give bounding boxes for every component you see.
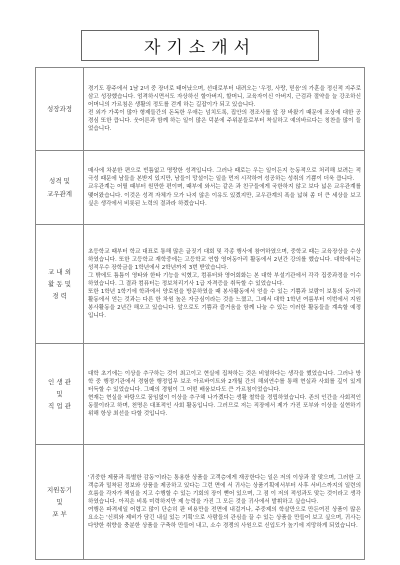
- section-label: [36, 68, 84, 151]
- section-label: [36, 151, 84, 225]
- section-label-line: 활 동 및: [48, 279, 71, 288]
- self-introduction-table: [35, 67, 365, 560]
- section-label-line: 직 업 관: [48, 402, 71, 411]
- section-text: 초등학교 때부터 학교 대표로 통해 많은 글짓기 대회 및 각종 행사에 참여하였으며, 중학교 때는 교육장상을 수상하였습니다. 또한 고등학교 재학중에는 고등학교 연합 영어동아리 활동에서 2년간 강의를 했습니다. 대학에서는 성적우수 장학금을 1학년에서 2학년까지 3번 받았습니다. 그 밖에도 틈틈이 영타와 한타 기능을 익혔고, 컴퓨터와 영어회화는 본 대학 부설기관에서 각각 집중과정을 이수하였습니다. 그 결과 컴퓨터는 정보처리기사 1급 자격증을 취득할 수 있었습니다. 또한 1학년 1학기에 학과에서 양로원을 방문하였을 때 봉사활동에서 얻을 수 있는 기쁨과 보람이 보통의 동아리활동에서 얻는 것과는 다른 한 차원 높은 자긍심이라는 것을 느꼈고, 그래서 대학 1학년 여름부터 이번에서 지원 봉사활동을 2년간 해오고 있습니다. 앞으로도 기쁨과 즐거움을 함께 나눌 수 있는 이러한 활동들을 계속할 예정입니다.: [84, 225, 365, 344]
- section-label: [36, 344, 84, 445]
- section-text: 대학 초기에는 이상을 추구하는 것이 최고이고 현실에 집착하는 것은 비열하다는 생각을 했었습니다. 그러나 방학 중 행정기관에서 경험한 행정업무 보조 아르바이트와 2개월 간의 해외연수를 통해 현실과 사회를 깊이 있게 터득할 수 있었습니다. 그때의 경험이 그 어떤 배움보다도 큰 가르침이었습니다. 현재는 현실을 바탕으로 꿈임없이 이상을 추구해 나가겠다는 생활 철학을 정립하였습니다. 존의 인간을 사회적인 동물이라고 하며, 천명은 대표적인 사회 활동입니다. 그러므로 저는 직장에서 제가 가진 포부와 이상을 실현하기 위해 항상 최선을 다할 것입니다.: [84, 344, 365, 445]
- section-row-motivation: [36, 445, 365, 560]
- section-label: [36, 445, 84, 560]
- section-label: [36, 225, 84, 344]
- section-text: 매사에 차분한 편으로 빈틈없고 명랑한 성격입니다. 그러나 때로는 우는 일이든지 능동적으로 처리해 보려는 적극성 때문에 남들을 본받지 있지만, 남들이 망설이는 일을 먼저 시작하여 성공하는 성취의 기쁨이 더욱 큽니다. 교우관계는 어릴 때부터 원만한 편이며, 때부에 와서는 같은 과 친구들에게 국한하지 않고 보다 넓은 교우관계를 맺어왔습니다. 이것은 성격 자체가 모가 나지 않은 이유도 있겠지만, 교우관계의 폭을 넓혀 좀 더 큰 세상을 보고 싶은 생각에서 비롯된 노력의 결과라 하겠습니다.: [84, 151, 365, 225]
- section-row-activities: [36, 225, 365, 344]
- section-label-line: 성장과정: [46, 104, 73, 113]
- section-label-line: 교 내 외: [48, 267, 71, 276]
- section-text: 경기도 광주에서 1남 2녀 중 장녀로 태어났으며, 선대로부터 내려오는 '우정, 사랑, 믿음'의 가훈을 정신적 지주로 삼고 성장했습니다. 엄격하시면서도 자상하신 할아버지, 할머니, 교육자이신 아버지, 근검과 절약을 늘 강조하신 어머니의 가르침은 생활의 정도를 걷게 하는 길잡이가 되고 있습니다. 전 외가 가족이 많아 형제들간의 돈독한 우애는 넘치도록, 집안의 경조사를 앞 장 바왔기 때문에 조상에 대한 공경심 또한 큽니다. 웃어른과 함께 하는 일이 많은 덕분에 주위분들로부터 착실하고 예의바르다는 칭찬을 많이 들었습니다.: [84, 68, 365, 151]
- section-label-line: 및: [56, 389, 63, 398]
- section-row-values: [36, 344, 365, 445]
- section-label-line: 지원동기: [46, 485, 73, 494]
- section-label-line: 성격 및: [49, 177, 70, 186]
- section-label-line: 및: [56, 497, 63, 506]
- section-text: '귀중한 제품과 특별한 감동'이라는 통용한 상품을 고객층에게 재공한다는 일은 저의 이상과 잘 맞으며, 그러한 고객층과 밀착된 정보와 상품을 제공하고 있다는 그런 면에 서 귀사는 상품기획에서부터 사후 서비스까지의 일련의 흐름을 각자가 책임을 지고 수행할 수 있는 기회의 장이 뻗어 있으며, 그 점 이 저의 적성과도 맞는 것이라고 생각하였습니다. 아직은 비록 미력하지만 제 능력을 가진 그 모든 것을 귀사에서 발휘하고 싶습니다. 여행은 파격세일 어렵고 많이 단순히 판 비용만을 전면에 내걸거나, 주중제의 학살만으로 만든여진 상품이 많은 요소는 '신뢰와 제비가 담긴 내실 있는 기획'으로 사람들의 관심을 끌 수 있는 상품을 만들어 보고 싶으며, 귀사는 다양한 취향을 충분한 상품을 구축하 만들어 내고, 소수 경쟁의 사원으로 신입도가 높기에 지망하게 되었습니다.: [84, 445, 365, 560]
- section-row-growth: [36, 68, 365, 151]
- document-title: 자기소개서: [81, 30, 319, 61]
- section-label-line: 경 력: [52, 292, 67, 301]
- section-label-line: 포 부: [52, 510, 67, 519]
- section-row-personality: [36, 151, 365, 225]
- section-label-line: 교우관계: [46, 189, 73, 198]
- section-label-line: 인 생 관: [48, 377, 71, 386]
